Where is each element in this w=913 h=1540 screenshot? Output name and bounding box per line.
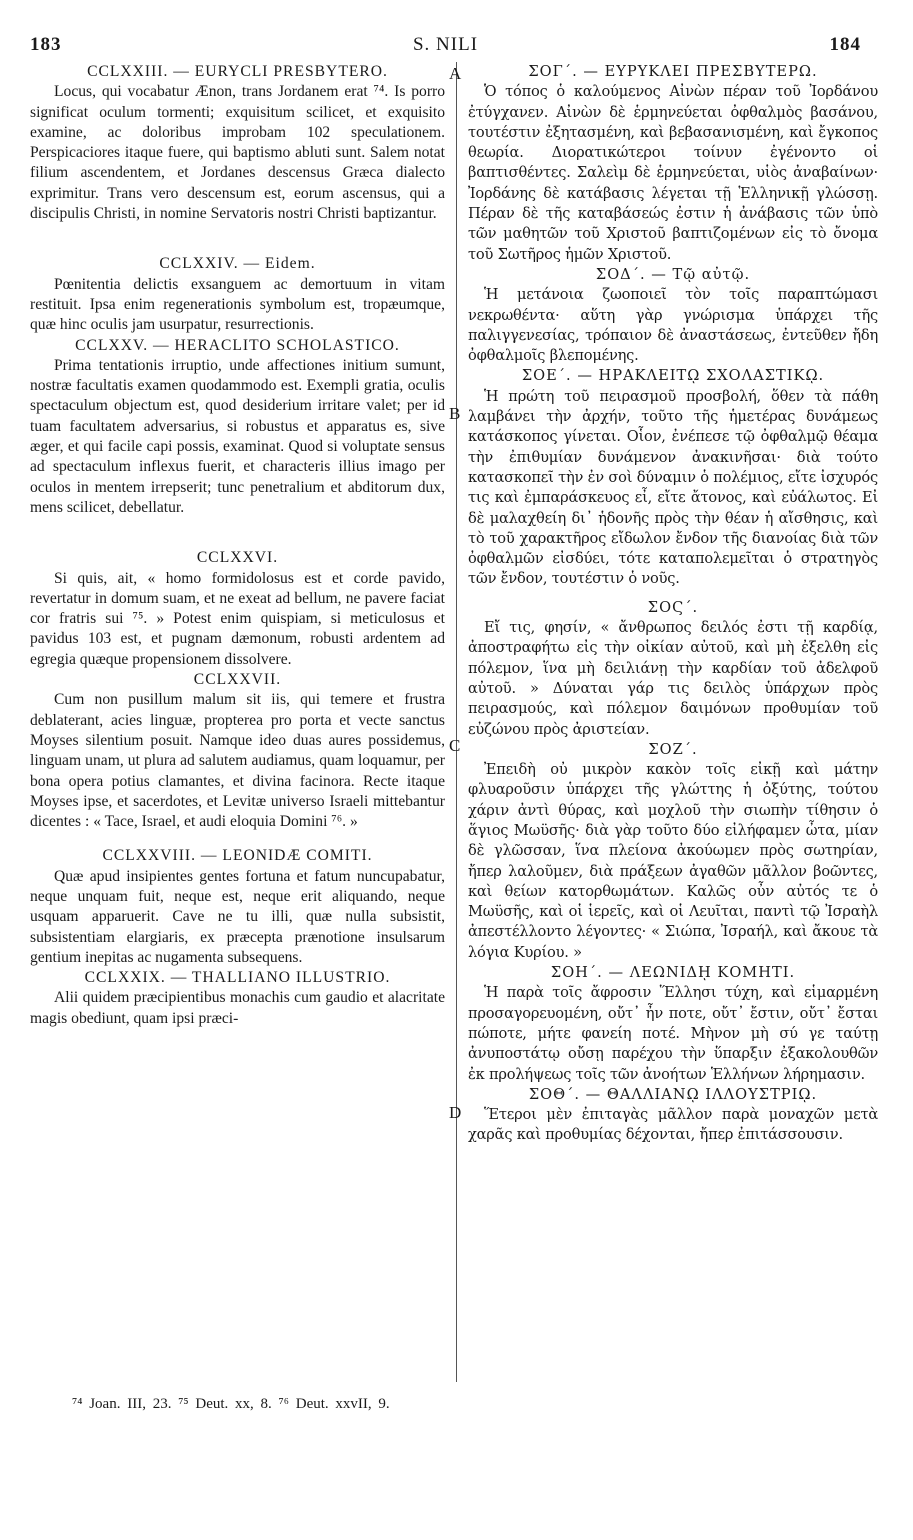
- section-body: Si quis, ait, « homo formidolosus est et corde pavido, revertatur in domum suam, et ne exeat ad bellum, ne pavere faciat cor fratris sui ⁷⁵. » Potest enim quispiam, si meticulosus et pavidus 103 est, et pugnam dæmonum, robusti ardentem ad egregia quæque propensionem dissolvere.: [30, 569, 445, 668]
- greek-letter-274: [468, 265, 878, 366]
- margin-letter-c: C: [449, 736, 461, 755]
- latin-letter-275: [30, 336, 445, 519]
- latin-letter-279: [30, 968, 445, 1029]
- latin-letter-278: [30, 846, 445, 968]
- margin-letter-d: D: [449, 1103, 462, 1122]
- latin-column: [30, 62, 445, 1029]
- section-body: Ἕτεροι μὲν ἐπιταγὰς μᾶλλον παρὰ μοναχῶν μετὰ χαρᾶς καὶ προθυμίας δέχονται, ἤπερ ἐπιτάσσουσιν.: [468, 1106, 878, 1144]
- section-body: Locus, qui vocabatur Ænon, trans Jordanem erat ⁷⁴. Is porro significat oculum tormenti; exquisitum scilicet, et exquisito examine, ac doloribus improbam 102 speculationem. Perspicaciores itaque fuere, qui baptismo abluti sunt. Salem notat filium ascendentem, et Jordanes descensus Græca dialecto exprimitur. Trans vero descensum est, eorum ascensus, qui a discipulis Christi, in nomine Servatoris nostri Christi baptizantur.: [30, 83, 445, 223]
- section-title: CCLXXV. — HERACLITO SCHOLASTICO.: [75, 336, 400, 354]
- running-header: [30, 34, 861, 58]
- section-title: CCLXXVII.: [193, 671, 282, 689]
- latin-letter-273: [30, 62, 445, 224]
- section-body: Quæ apud insipientes gentes fortuna et fatum nuncupabatur, neque unquam fuit, neque est, neque erit aliquando, neque usquam apparuerit. Cave ne tu illi, quæ nulla subsistit, subsistentiam elargiaris, ex præcepta prænotione insulsarum gentium inepitas ac nugamenta subsequens.: [30, 867, 445, 966]
- greek-letter-278: [468, 963, 878, 1085]
- left-page-number: 183: [30, 34, 62, 55]
- section-body: Ὁ τόπος ὁ καλούμενος Αἰνὼν πέραν τοῦ Ἰορδάνου ἐτύγχανεν. Αἰνὼν δὲ ἑρμηνεύεται ὀφθαλμὸς βασάνου, τουτέστιν ἐξητασμένη, καὶ βεβασανισμένη, καὶ ἔγκοπος θεωρία. Διορατικώτεροι τοίνυν ἐγένοντο οἱ βαπτισθέντες. Σαλεὶμ δὲ ἑρμηνεύεται, υἱὸς ἀναβαίνων· Ἰορδάνης δὲ κατάβασις λέγεται τῇ Ἑλληνικῇ γλώσσῃ. Πέραν δὲ τῆς καταβάσεώς ἐστιν ἡ ἀνάβασις τῶν ὑπὸ τῶν μαθητῶν τοῦ Χριστοῦ βαπτιζομένων εἰς τὸ ὄνομα τοῦ Σωτῆρος ἡμῶν Χριστοῦ.: [468, 83, 878, 263]
- column-divider: [456, 62, 457, 1382]
- section-body: Cum non pusillum malum sit iis, qui temere et frustra deblaterant, acies linguæ, propterea pro porta et vecte sanctus Moyses silentium posuit. Namque ideo duas aures possidemus, linguam unam, ut plura ad salutem audiamus, quam loquamur, per bona opera potius clamantes, et divina facinora. Recte itaque Moyses ipse, et sacerdotes, et Levitæ universo Israeli mittebantur dicentes : « Tace, Israel, et audi eloquia Domini ⁷⁶. »: [30, 691, 445, 831]
- section-title: ΣΟΘ΄. — ΘΑΛΛΙΑΝῼ ΙΛΛΟΥΣΤΡΙῼ.: [528, 1085, 818, 1103]
- greek-letter-276: [468, 598, 878, 740]
- footnotes: ⁷⁴ Joan. III, 23. ⁷⁵ Deut. xx, 8. ⁷⁶ Deut. xxvII, 9.: [72, 1396, 390, 1412]
- section-title: ΣΟΖ΄.: [648, 740, 698, 758]
- section-body: Pœnitentia delictis exsanguem ac demortuum in vitam restituit. Ipsa enim regenerationis symbolum est, tropæumque, quæ hinc oculis jam usurpatur, resurrectionis.: [30, 275, 445, 334]
- greek-letter-273: [468, 62, 878, 265]
- margin-letter-a: A: [449, 64, 462, 83]
- section-title: ΣΟΗ΄. — ΛΕΩΝΙΔῌ ΚΟΜΗΤΙ.: [550, 964, 796, 982]
- section-title: CCLXXIX. — THALLIANO ILLUSTRIO.: [84, 969, 391, 987]
- section-body: Alii quidem præcipientibus monachis cum gaudio et alacritate magis obediunt, quam ipsi præci-: [30, 989, 445, 1027]
- section-title: ΣΟΔ΄. — Τῷ αὐτῷ.: [595, 265, 751, 283]
- right-page-number: 184: [829, 34, 861, 55]
- section-title: ΣΟΓ΄. — ΕΥΡΥΚΛΕΙ ΠΡΕΣΒΥΤΕΡΩ.: [528, 63, 818, 80]
- section-body: Ἐπειδὴ οὐ μικρὸν κακὸν τοῖς εἰκῇ καὶ μάτην φλυαροῦσιν ὑπάρχει τῆς γλώττης ἡ ὀξύτης, τούτου χάριν ἀντὶ θύρας, καὶ μοχλοῦ τὴν σιωπὴν τίθησιν ὁ ἅγιος Μωϋσῆς· διὰ γὰρ τοῦτο δύο εἰλήφαμεν ὦτα, μίαν δὲ γλῶσσαν, ἵνα πλείονα ἀκούωμεν πρὸς σωτηρίαν, ἤπερ λαλοῦμεν, διὰ πράξεων ἀγαθῶν μᾶλλον βοῶντες, καὶ θείων κατορθωμάτων. Καλῶς οὖν αὐτός τε ὁ Μωϋσῆς, καὶ οἱ ἱερεῖς, καὶ οἱ Λευῖται, παντὶ τῷ Ἰσραὴλ ἀπεστέλλοντο λέγοντες· « Σιώπα, Ἰσραήλ, καὶ ἄκουε τὰ λόγια Κυρίου. »: [468, 761, 878, 961]
- section-body: Ἡ μετάνοια ζωοποιεῖ τὸν τοῖς παραπτώμασι νεκρωθέντα· αὕτη γὰρ γνώρισμα ὑπάρχει τῆς παλιγγενεσίας, τρόπαιον δὲ ἀναστάσεως, ἐντεῦθεν ἤδη ὀφθαλμοῖς βλεπομένης.: [468, 286, 878, 365]
- greek-letter-279: [468, 1085, 878, 1146]
- section-body: Ἡ πρώτη τοῦ πειρασμοῦ προσβολή, ὅθεν τὰ πάθη λαμβάνει τὴν ἀρχήν, τοῦτο τῆς ἡμετέρας δυνάμεως κατάσκοπος γίνεται. Οἷον, ἐνέπεσε τῷ ὀφθαλμῷ θέαμα τὴν ἐπιθυμίαν δυνάμενον ἀνακινῆσαι· διὰ τούτο κατασκοπεῖ τὴν ἐν σοὶ δύναμιν ὁ πολέμιος, εἴτε ἰσχυρός τις καὶ ἐμπαράσκευος εἶ, εἴτε ἄτονος, καὶ εὐάλωτος. Εἰ δὲ μαλαχθείη δι᾽ ἡδονῆς πρὸς τὴν θέαν ἡ αἴσθησις, καὶ τὸ τοῦ χαρακτῆρος εἴδωλον ἔνδον τῆς διανοίας διὰ τῶν ὀφθαλμῶν εἰσδύει, τότε καταπολεμεῖται ὁ στρατηγὸς τῶν ἔνδον, τουτέστιν ὁ νοῦς.: [468, 387, 878, 588]
- section-title: CCLXXIII. — EURYCLI PRESBYTERO.: [87, 63, 388, 80]
- section-body: Ἡ παρὰ τοῖς ἄφροσιν Ἕλλησι τύχη, καὶ εἱμαρμένη προσαγορευομένη, οὔτ᾽ ἦν ποτε, οὔτ᾽ ἔστιν, οὔτ᾽ ἔσται πώποτε, μήτε φανείη ποτέ. Μὴνον μὴ σύ γε ταύτῃ ἀνυποστάτῳ οὔσῃ παρέχου τὴν ὕπαρξιν ἐξακολουθῶν ἐκ προλήψεως τοῖς τῶν ἀνοήτων Ἑλλήνων λήρημασιν.: [468, 984, 878, 1083]
- greek-column: [468, 62, 878, 1146]
- section-title: CCLXXVI.: [196, 549, 279, 567]
- section-title: ΣΟΕ΄. — ΗΡΑΚΛΕΙΤῼ ΣΧΟΛΑΣΤΙΚῼ.: [521, 367, 825, 385]
- latin-letter-274: [30, 254, 445, 335]
- section-title: CCLXXVIII. — LEONIDÆ COMITI.: [102, 847, 373, 865]
- latin-letter-277: [30, 670, 445, 832]
- section-title: CCLXXIV. — Eidem.: [159, 255, 316, 273]
- section-title: ΣΟϚ΄.: [647, 598, 699, 616]
- section-body: Εἴ τις, φησίν, « ἄνθρωπος δειλός ἐστι τῇ καρδίᾳ, ἀποστραφήτω εἰς τὴν οἰκίαν αὐτοῦ, καὶ μὴ ἐξελθη εἰς πόλεμον, ἵνα μὴ δειλιάνῃ τὴν καρδίαν τοῦ ἀδελφοῦ αὐτοῦ. » Δύναται γάρ τις δειλὸς ὑπάρχων πρὸς πειρασμούς, καὶ πόλεμον δαιμόνων προθυμίαν τοῦ εὐζώνου πρὸς ἀριστείαν.: [468, 619, 878, 738]
- running-title: S. NILI: [412, 34, 479, 55]
- greek-letter-275: [468, 366, 878, 589]
- margin-letter-b: B: [449, 404, 461, 423]
- greek-letter-277: [468, 740, 878, 963]
- latin-letter-276: [30, 548, 445, 670]
- section-body: Prima tentationis irruptio, unde affectiones initium sumunt, nostræ facultatis examen quodammodo est. Exempli gratia, oculis spectaculum objectum est, quod desiderium irritare valet; per id tuam facultatem adversarius, si robustus et apparatus es, sive æger, et qui facile capi possis, examinat. Quod si voluptate sensus ad spectaculum inflexus fuerit, et characteris illius imago per oculos in mentem irrepserit; tunc penetralium et abditorum dux, mens scilicet, debellatur.: [30, 356, 445, 516]
